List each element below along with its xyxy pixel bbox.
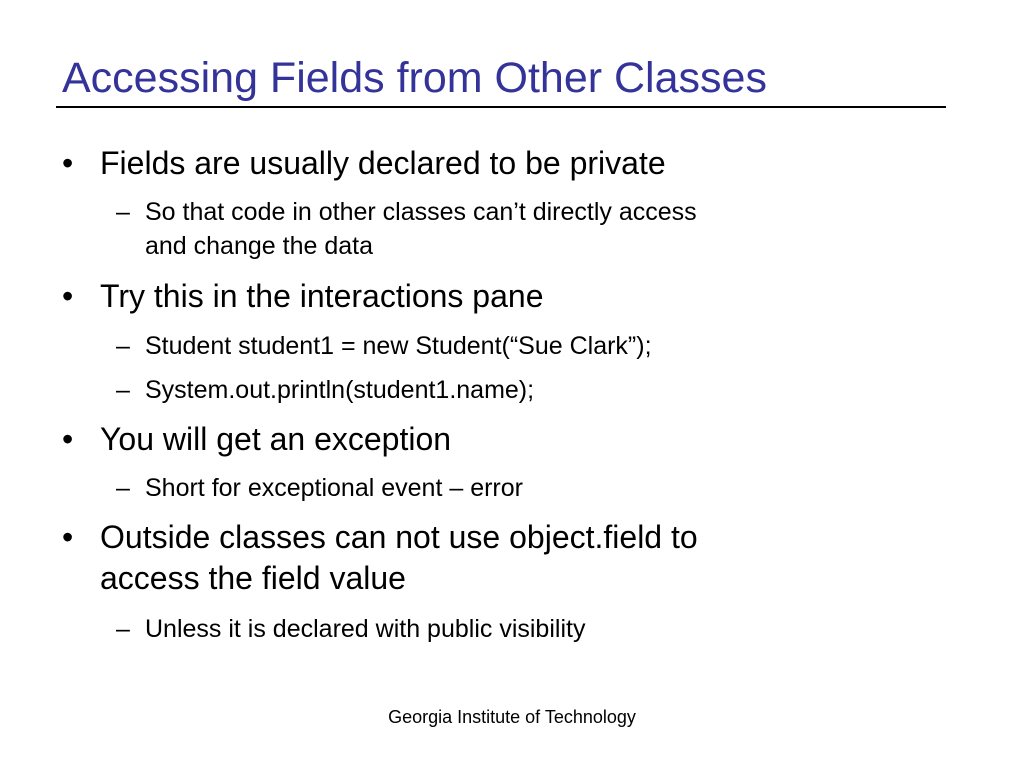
sub-bullet-text: Unless it is declared with public visibility [145, 615, 586, 643]
sub-bullet-marker: – [116, 615, 130, 643]
bullet-marker: • [62, 421, 74, 457]
sub-bullet-marker: – [116, 376, 130, 404]
bullet-text: You will get an exception [100, 421, 452, 457]
bullet-marker: • [62, 278, 74, 314]
bullet-marker: • [62, 145, 74, 181]
sub-bullet-text: Short for exceptional event – error [145, 474, 523, 502]
sub-bullet-marker: – [116, 198, 130, 226]
sub-bullet-text-line-2: and change the data [145, 232, 373, 260]
sub-bullet-text-line-1: So that code in other classes can’t directly access [145, 198, 697, 226]
bullet-text: Fields are usually declared to be private [100, 145, 666, 181]
sub-bullet-marker: – [116, 474, 130, 502]
footer-text: Georgia Institute of Technology [388, 707, 636, 727]
bullet-text: Try this in the interactions pane [100, 278, 544, 314]
slide-footer [0, 706, 1024, 728]
bullet-marker: • [62, 519, 74, 555]
bullet-text-line-1: Outside classes can not use object.field to [100, 519, 698, 555]
sub-bullet-text: System.out.println(student1.name); [145, 376, 535, 404]
sub-bullet-text: Student student1 = new Student(“Sue Clark”); [145, 332, 652, 360]
bullet-text-line-2: access the field value [100, 560, 406, 596]
title-underline [56, 106, 946, 108]
slide-title: Accessing Fields from Other Classes [62, 54, 767, 102]
sub-bullet-marker: – [116, 332, 130, 360]
